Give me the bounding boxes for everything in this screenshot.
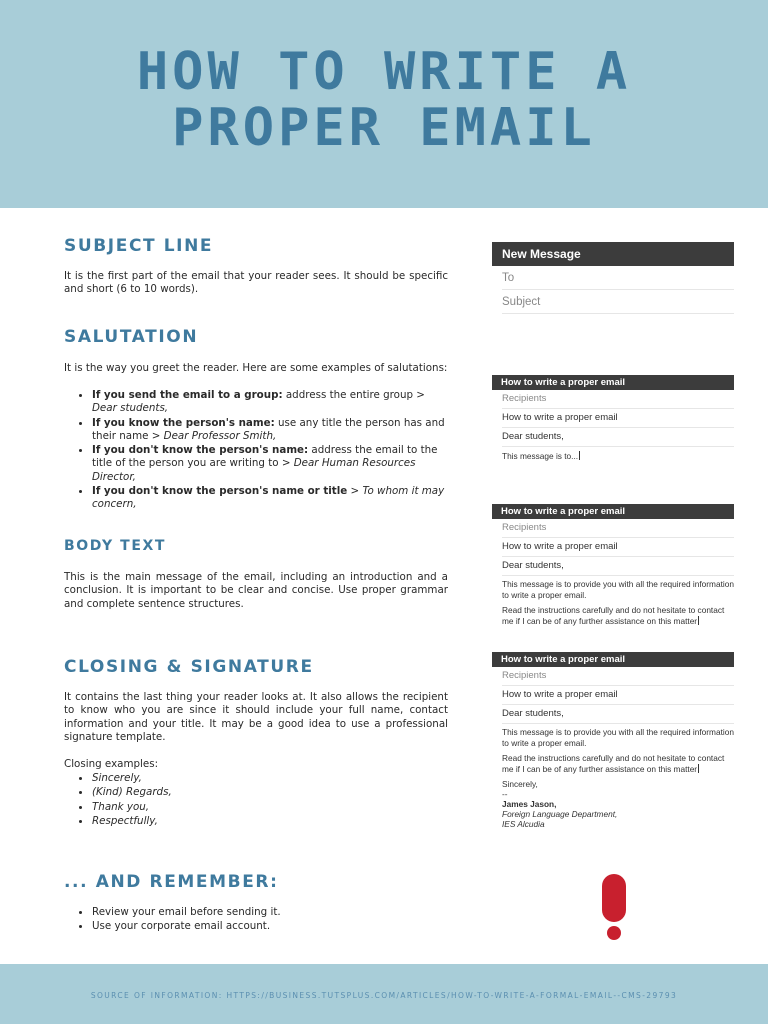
closing-example: • Thank you, <box>92 800 448 814</box>
email-draft-mock-2 <box>492 504 734 634</box>
salutation-item: • If you don't know the person's name or title > To whom it may concern, <box>92 484 448 512</box>
subject-line-text: It is the first part of the email that your reader sees. It should be specific and short (6 to 10 words). <box>64 270 448 296</box>
header-band <box>0 0 768 208</box>
closing-examples-label: Closing examples: <box>64 758 159 770</box>
draft-titlebar: How to write a proper email <box>492 504 734 519</box>
body-paragraph-2: Read the instructions carefully and do not hesitate to contact me if I can be of any further assistance on this matter <box>502 753 725 774</box>
body-text-paragraph: This is the main message of the email, including an introduction and a conclusion. It is important to be clear and concise. Use proper grammar and complete sentence structures. <box>64 571 448 610</box>
message-body: This message is to... <box>502 451 579 461</box>
new-message-titlebar: New Message <box>492 242 734 266</box>
greeting-line: Dear students, <box>502 557 734 576</box>
title-line-1: HOW TO WRITE A <box>136 42 632 102</box>
recipients-field: Recipients <box>502 519 734 538</box>
signature-name: James Jason, <box>502 799 557 809</box>
body-paragraph-1: This message is to provide you with all the required information to write a proper email. <box>502 727 734 748</box>
email-draft-mock-3 <box>492 652 734 832</box>
to-field: To <box>502 266 734 290</box>
subject-field: How to write a proper email <box>502 538 734 557</box>
message-body <box>502 724 734 832</box>
draft-titlebar: How to write a proper email <box>492 652 734 667</box>
closing-paragraph: It contains the last thing your reader looks at. It also allows the recipient to know who you are since it should include your full name, contact information and your title. It may be a good idea to use a professional signature template. <box>64 691 448 743</box>
recipients-field: Recipients <box>502 667 734 686</box>
body-paragraph-1: This message is to provide you with all the required information to write a proper email. <box>502 579 734 600</box>
exclamation-icon <box>596 872 632 942</box>
greeting-line: Dear students, <box>502 428 734 447</box>
text-cursor <box>698 764 699 773</box>
body-text-heading: BODY TEXT <box>64 538 167 554</box>
text-cursor <box>698 616 699 625</box>
recipients-field: Recipients <box>502 390 734 409</box>
signature-dashes: -- <box>502 789 508 799</box>
signature-department: Foreign Language Department, <box>502 809 618 819</box>
signature-school: IES Alcudia <box>502 819 545 829</box>
title-line-2: PROPER EMAIL <box>172 98 596 158</box>
salutation-item: • If you send the email to a group: address the entire group > Dear students, <box>92 388 448 416</box>
salutation-list <box>64 388 448 512</box>
subject-line-heading: SUBJECT LINE <box>64 236 214 256</box>
text-cursor <box>579 451 580 460</box>
message-body <box>502 576 734 634</box>
closing-examples-list <box>64 771 448 828</box>
email-draft-mock-1 <box>492 375 734 465</box>
remember-item: • Review your email before sending it. <box>92 905 448 919</box>
sign-off: Sincerely, <box>502 779 538 789</box>
subject-field: How to write a proper email <box>502 409 734 428</box>
signature-block <box>502 779 734 829</box>
remember-heading: ... AND REMEMBER: <box>64 872 279 892</box>
page-title <box>0 44 768 156</box>
subject-field: Subject <box>502 290 734 314</box>
closing-example: • Respectfully, <box>92 814 448 828</box>
draft-titlebar: How to write a proper email <box>492 375 734 390</box>
closing-heading: CLOSING & SIGNATURE <box>64 657 314 677</box>
closing-example: • (Kind) Regards, <box>92 785 448 799</box>
remember-list <box>64 905 448 934</box>
footer-band <box>0 964 768 1024</box>
greeting-line: Dear students, <box>502 705 734 724</box>
salutation-item: • If you know the person's name: use any title the person has and their name > Dear Professor Smith, <box>92 416 448 444</box>
new-message-mock <box>492 242 734 314</box>
salutation-intro: It is the way you greet the reader. Here are some examples of salutations: <box>64 362 448 374</box>
body-paragraph-2: Read the instructions carefully and do not hesitate to contact me if I can be of any further assistance on this matter <box>502 605 725 626</box>
subject-field: How to write a proper email <box>502 686 734 705</box>
salutation-item: • If you don't know the person's name: address the email to the title of the person you are writing to > Dear Human Resources Director, <box>92 443 448 484</box>
remember-item: • Use your corporate email account. <box>92 919 448 933</box>
source-citation: SOURCE OF INFORMATION: HTTPS://BUSINESS.TUTSPLUS.COM/ARTICLES/HOW-TO-WRITE-A-FORMAL-EMAIL--CMS-29793 <box>90 991 678 1000</box>
salutation-heading: SALUTATION <box>64 327 199 347</box>
closing-example: • Sincerely, <box>92 771 448 785</box>
